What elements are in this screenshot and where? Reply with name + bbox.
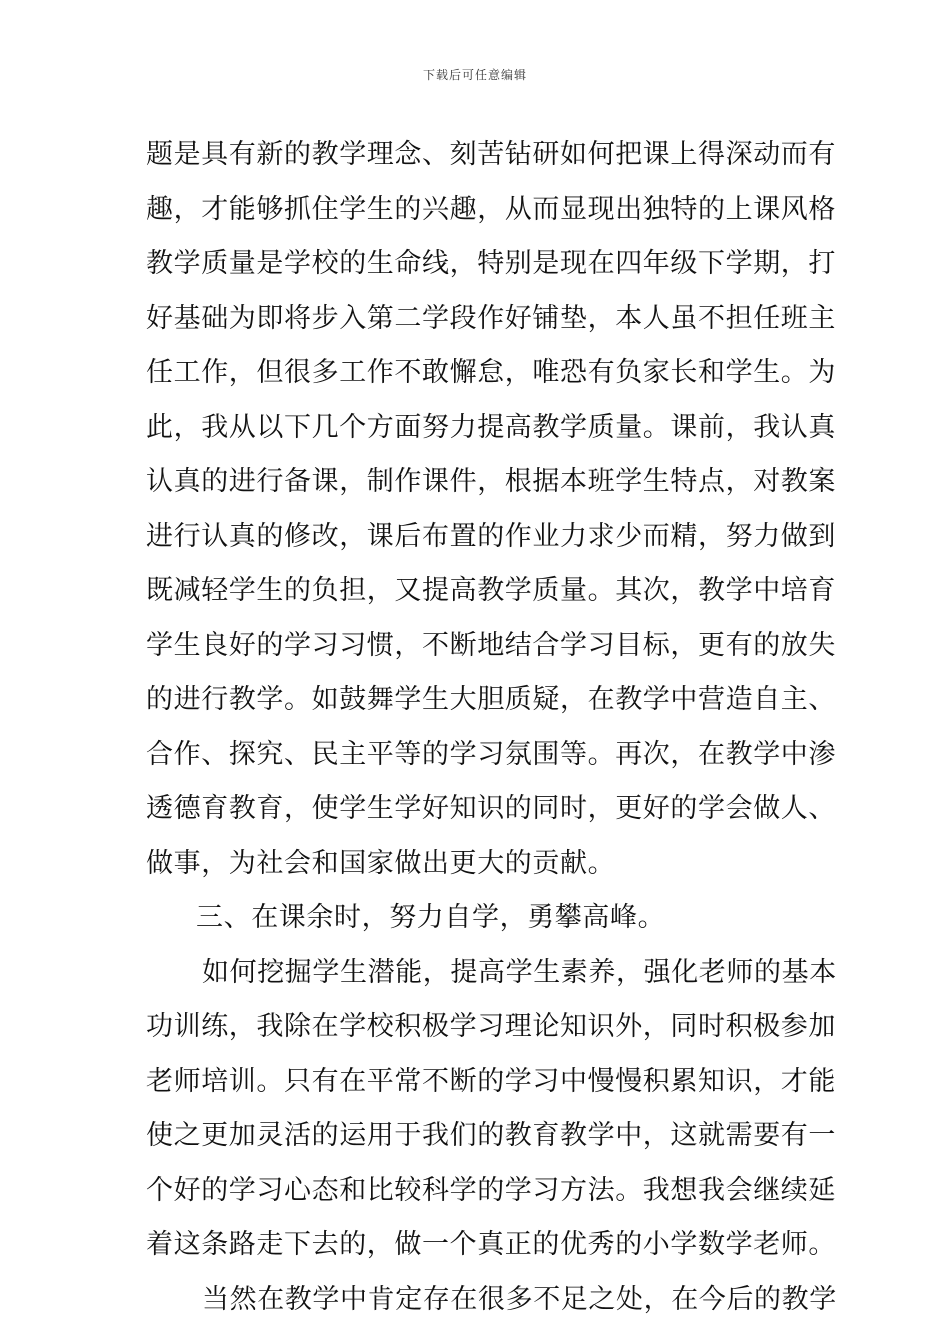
text-line: 题是具有新的教学理念、刻苦钻研如何把课上得深动而有 [146, 139, 836, 170]
text-line: 认真的进行备课，制作课件，根据本班学生特点，对教案 [146, 466, 836, 497]
text-line: 使之更加灵活的运用于我们的教育教学中，这就需要有一 [146, 1120, 836, 1151]
paragraph-first-line: 如何挖掘学生潜能，提高学生素养，强化老师的基本 [202, 956, 837, 988]
text-line: 透德育教育，使学生学好知识的同时，更好的学会做人、 [146, 793, 836, 824]
body-text [146, 128, 837, 1327]
text-line: 进行认真的修改，课后布置的作业力求少而精，努力做到 [146, 520, 836, 552]
text-line: 好基础为即将步入第二学段作好铺垫，本人虽不担任班主 [146, 302, 836, 334]
text-line: 此，我从以下几个方面努力提高教学质量。课前，我认真 [146, 411, 836, 443]
text-line: 的进行教学。如鼓舞学生大胆质疑，在教学中营造自主、 [146, 684, 836, 715]
text-line: 教学质量是学校的生命线，特别是现在四年级下学期，打 [146, 248, 836, 279]
text-line: 任工作，但很多工作不敢懈怠，唯恐有负家长和学生。为 [146, 357, 836, 388]
text-line: 既减轻学生的负担，又提高教学质量。其次，教学中培育 [146, 575, 836, 606]
text-line: 趣，才能够抓住学生的兴趣，从而显现出独特的上课风格 [146, 193, 836, 225]
text-line: 学生良好的学习习惯，不断地结合学习目标，更有的放失 [146, 629, 836, 661]
text-line: 个好的学习心态和比较科学的学习方法。我想我会继续延 [146, 1174, 836, 1206]
text-line: 功训练，我除在学校积极学习理论知识外，同时积极参加 [146, 1011, 836, 1042]
page-header-note: 下载后可任意编辑 [422, 68, 527, 82]
text-line: 着这条路走下去的，做一个真正的优秀的小学数学老师。 [146, 1229, 836, 1260]
text-line: 做事，为社会和国家做出更大的贡献。 [146, 847, 616, 879]
section-heading: 三、在课余时，努力自学，勇攀高峰。 [196, 902, 666, 933]
paragraph-first-line: 当然在教学中肯定存在很多不足之处，在今后的教学 [202, 1283, 837, 1315]
text-line: 老师培训。只有在平常不断的学习中慢慢积累知识，才能 [146, 1065, 836, 1097]
text-line: 合作、探究、民主平等的学习氛围等。再次，在教学中渗 [146, 738, 836, 770]
